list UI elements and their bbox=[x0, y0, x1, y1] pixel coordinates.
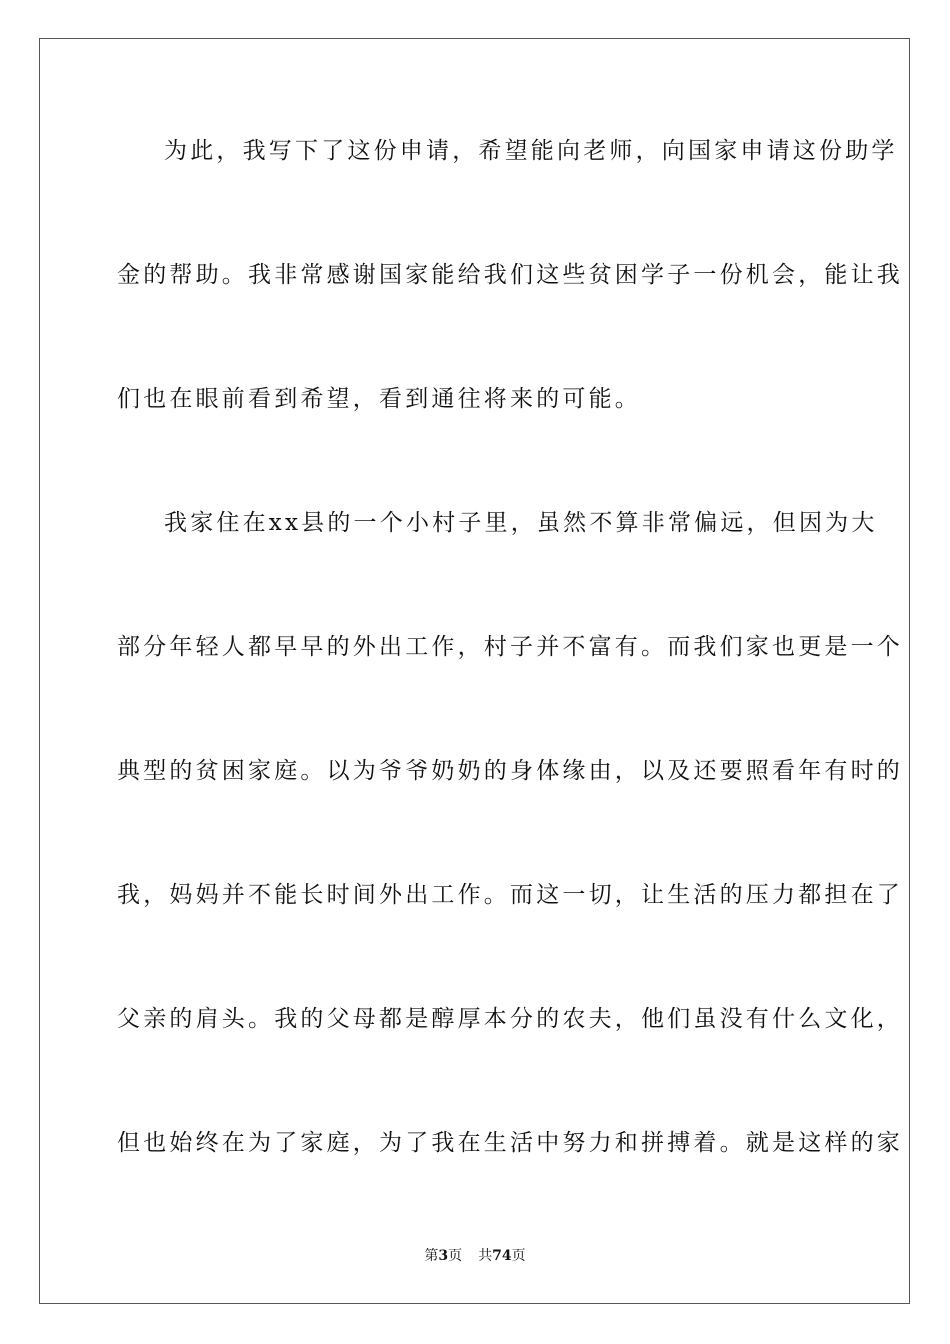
page-border bbox=[39, 38, 910, 1304]
total-pages: 74 bbox=[492, 1248, 512, 1264]
paragraph-2-line-6: 但也始终在为了家庭，为了我在生活中努力和拼搏着。就是这样的家 bbox=[117, 1130, 903, 1156]
paragraph-2-line-4: 我，妈妈并不能长时间外出工作。而这一切，让生活的压力都担在了 bbox=[117, 882, 903, 908]
page-suffix: 页 bbox=[448, 1248, 463, 1264]
total-prefix: 共 bbox=[478, 1248, 493, 1264]
paragraph-2-line-2: 部分年轻人都早早的外出工作，村子并不富有。而我们家也更是一个 bbox=[117, 634, 903, 660]
paragraph-2-line-3: 典型的贫困家庭。以为爷爷奶奶的身体缘由，以及还要照看年有时的 bbox=[117, 758, 903, 784]
paragraph-1-line-2: 金的帮助。我非常感谢国家能给我们这些贫困学子一份机会，能让我 bbox=[117, 262, 903, 288]
paragraph-1-line-1: 为此，我写下了这份申请，希望能向老师，向国家申请这份助学 bbox=[164, 138, 898, 164]
paragraph-2-line-5: 父亲的肩头。我的父母都是醇厚本分的农夫，他们虽没有什么文化， bbox=[117, 1006, 903, 1032]
paragraph-1-line-3: 们也在眼前看到希望，看到通往将来的可能。 bbox=[117, 386, 641, 412]
page-prefix: 第 bbox=[424, 1248, 439, 1264]
paragraph-2-line-1: 我家住在xx县的一个小村子里，虽然不算非常偏远，但因为大 bbox=[164, 510, 878, 536]
total-suffix: 页 bbox=[511, 1248, 526, 1264]
page-footer bbox=[0, 1247, 950, 1265]
page-number: 3 bbox=[438, 1248, 449, 1264]
